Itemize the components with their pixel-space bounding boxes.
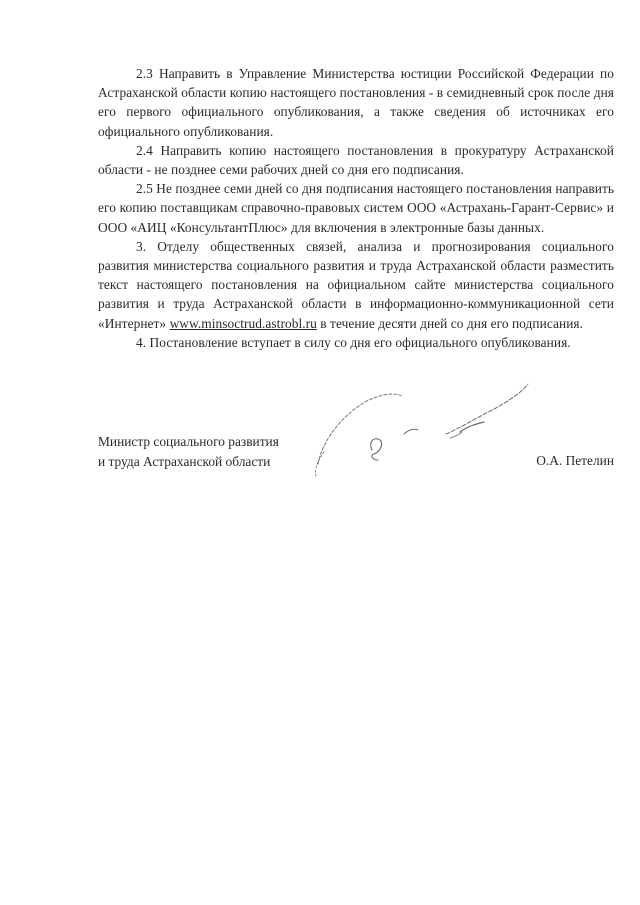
paragraph-2-3: 2.3 Направить в Управление Министерства юстиции Российской Федерации по Астраханской области копию настоящего постановления - в семидневный срок после дня его первого официального опубликования, а также сведения об источниках его официального опубликования. bbox=[98, 66, 614, 139]
signatory-title-line-1: Министр социального развития bbox=[98, 434, 279, 449]
paragraph-3-tail: в течение десяти дней со дня его подписания. bbox=[316, 315, 584, 331]
document-body bbox=[98, 64, 614, 352]
paragraph-3 bbox=[98, 237, 614, 333]
paragraph-2-5: 2.5 Не позднее семи дней со дня подписания настоящего постановления направить его копию поставщикам справочно-правовых систем ООО «Астрахань-Гарант-Сервис» и ООО «АИЦ «КонсультантПлюс» для включения в электронные базы данных. bbox=[98, 181, 615, 235]
paragraph-4: 4. Постановление вступает в силу со дня его официального опубликования. bbox=[136, 334, 571, 350]
handwritten-signature bbox=[310, 372, 530, 492]
signatory-name: О.А. Петелин bbox=[536, 453, 614, 468]
signatory-title-line-2: и труда Астраханской области bbox=[98, 453, 271, 469]
signatory-title bbox=[98, 432, 279, 471]
website-link[interactable]: www.minsoctrud.astrobl.ru bbox=[169, 315, 317, 331]
paragraph-2-4: 2.4 Направить копию настоящего постановления в прокуратуру Астраханской области - не позднее семи рабочих дней со дня его подписания. bbox=[98, 142, 614, 178]
paragraph-3-text: 3. Отделу общественных связей, анализа и прогнозирования социального развития министерства социального развития и труда Астраханской области разместить текст настоящего постановления на официальном сайте министерства социального развития и труда Астраханской области в информационно-коммуникационной сети «Интернет» bbox=[98, 238, 614, 331]
